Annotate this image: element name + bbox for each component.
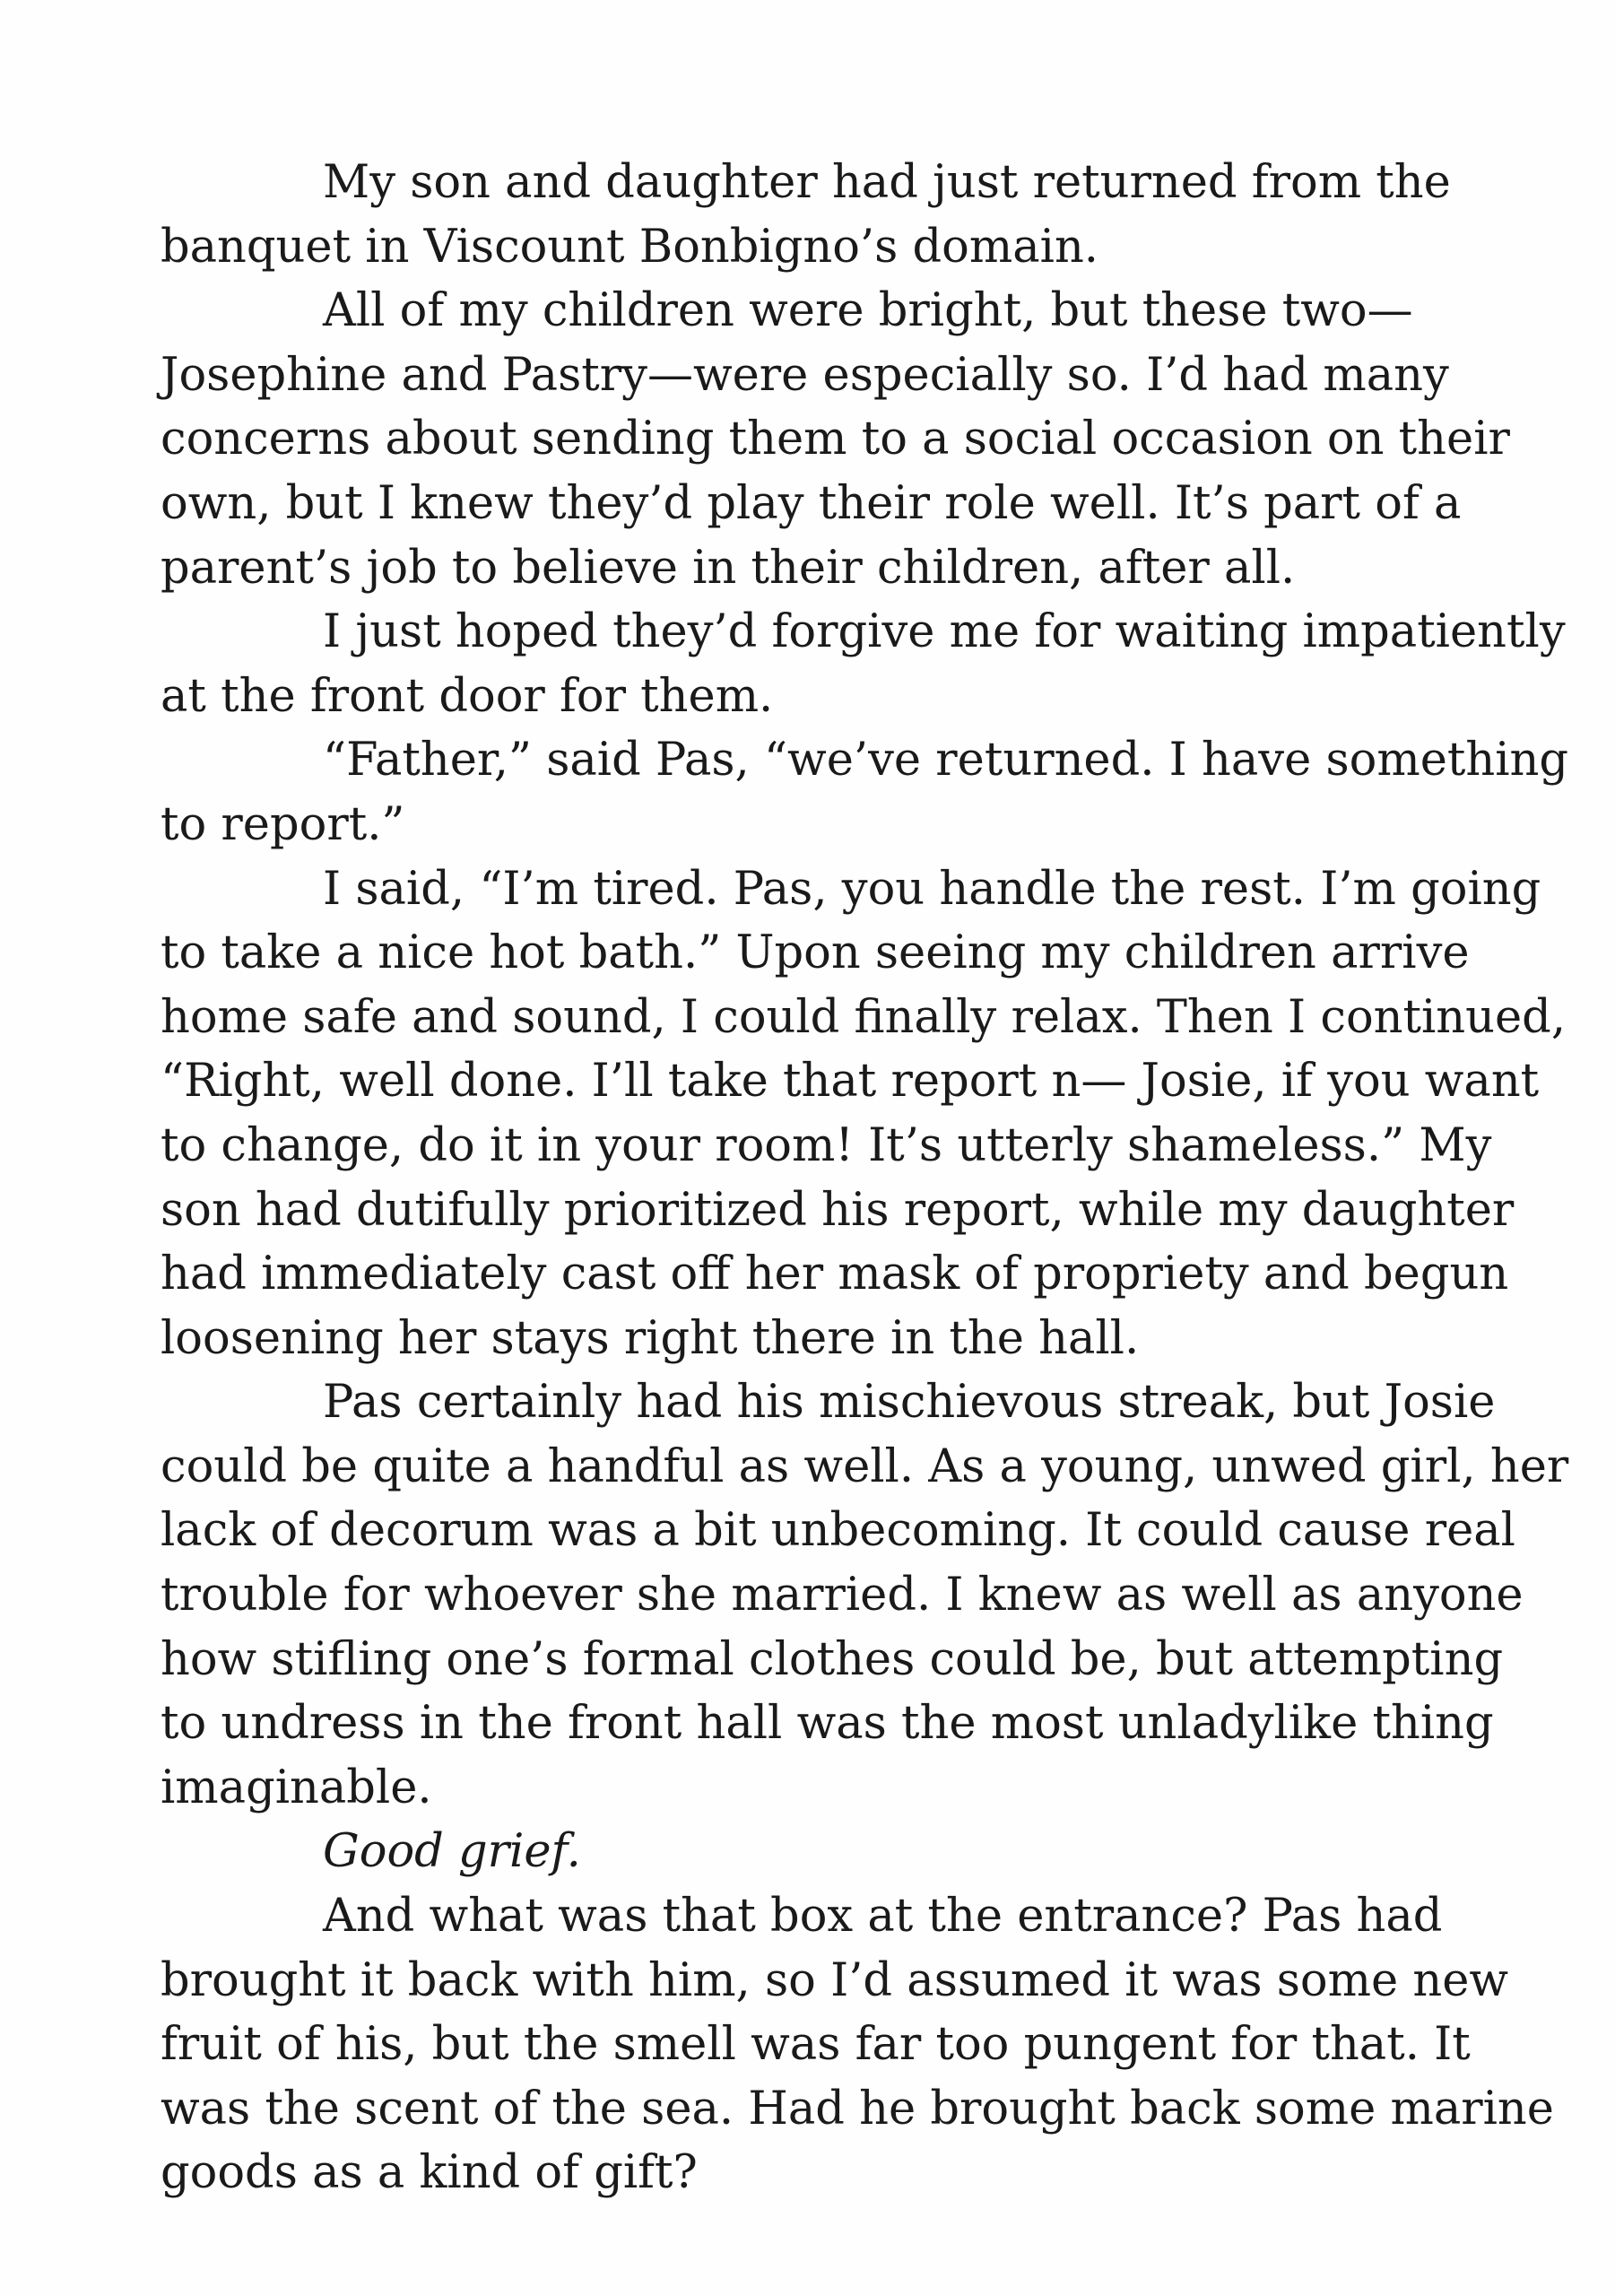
text-line: banquet in Viscount Bonbigno’s domain.	[161, 220, 1098, 274]
text-line: fruit of his, but the smell was far too pungent for that. It	[161, 2018, 1471, 2072]
text-line: to report.”	[161, 797, 405, 851]
text-line: “Right, well done. I’ll take that report n— Josie, if you want	[161, 1055, 1540, 1109]
text-line: concerns about sending them to a social occasion on their	[161, 413, 1510, 466]
text-line: could be quite a handful as well. As a young, unwed girl, her	[161, 1439, 1569, 1493]
text-line: own, but I knew they’d play their role well. It’s part of a	[161, 476, 1462, 530]
text-line: Good grief.	[323, 1825, 581, 1879]
text-line: And what was that box at the entrance? Pas had	[323, 1890, 1443, 1944]
text-line: I just hoped they’d forgive me for waiting impatiently	[323, 605, 1566, 659]
text-line: All of my children were bright, but these two—	[323, 284, 1413, 338]
text-line: goods as a kind of gift?	[161, 2146, 698, 2200]
text-line: son had dutifully prioritized his report, while my daughter	[161, 1183, 1515, 1237]
text-line: “Father,” said Pas, “we’ve returned. I have something	[323, 734, 1569, 787]
text-line: I said, “I’m tired. Pas, you handle the rest. I’m going	[323, 862, 1541, 916]
text-line: at the front door for them.	[161, 669, 774, 723]
body-text	[161, 151, 1569, 2205]
text-line: to take a nice hot bath.” Upon seeing my children arrive	[161, 926, 1470, 980]
text-line: Pas certainly had his mischievous streak, but Josie	[323, 1376, 1496, 1430]
text-line: My son and daughter had just returned from the	[323, 156, 1451, 209]
text-line: lack of decorum was a bit unbecoming. It could cause real	[161, 1504, 1515, 1558]
text-line: to undress in the front hall was the most unladylike thing	[161, 1697, 1494, 1751]
text-line: imaginable.	[161, 1761, 432, 1814]
text-line: home safe and sound, I could finally relax. Then I continued,	[161, 990, 1567, 1044]
text-line: loosening her stays right there in the hall.	[161, 1311, 1140, 1365]
text-line: was the scent of the sea. Had he brought back some marine	[161, 2082, 1554, 2135]
text-line: to change, do it in your room! It’s utterly shameless.” My	[161, 1118, 1492, 1172]
text-line: parent’s job to believe in their children, after all.	[161, 541, 1296, 595]
text-line: trouble for whoever she married. I knew as well as anyone	[161, 1569, 1524, 1622]
text-line: Josephine and Pastry—were especially so. I’d had many	[161, 348, 1449, 402]
text-line: had immediately cast off her mask of propriety and begun	[161, 1248, 1509, 1301]
text-line: brought it back with him, so I’d assumed it was some new	[161, 1953, 1509, 2007]
text-line: how stifling one’s formal clothes could be, but attempting	[161, 1632, 1504, 1686]
